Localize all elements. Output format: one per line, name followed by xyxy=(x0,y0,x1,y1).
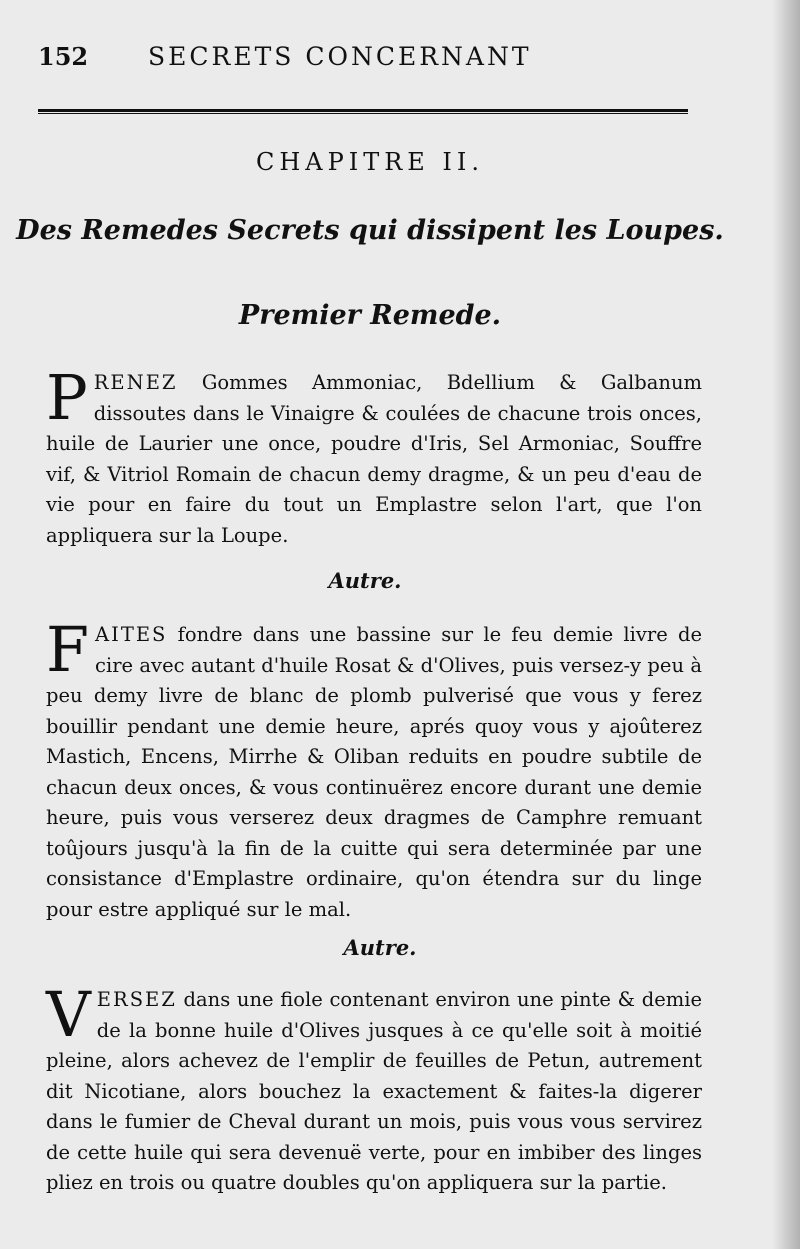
drop-cap: V xyxy=(46,978,91,1051)
paragraph-1 xyxy=(46,361,702,551)
paragraph-text: fondre dans une bassine sur le feu demie livre de cire avec autant d'huile Rosat & d'Olives, puis versez-y peu à peu demy livre de blanc de plomb pulverisé que vous y ferez bouillir pendant une demie heure, aprés quoy vous y ajoûterez Mastich, Encens, Mirrhe & Oliban reduits en poudre subtile de chacun deux onces, & vous continuërez encore durant une demie heure, puis vous verserez deux dragmes de Camphre remuant toûjours jusqu'à la fin de la cuitte qui sera determinée par une consistance d'Emplastre ordinaire, qu'on étendra sur du linge pour estre appliqué sur le mal. xyxy=(46,623,702,921)
paragraph-3 xyxy=(46,978,702,1199)
page-header xyxy=(38,38,688,78)
section-title-3: Autre. xyxy=(343,935,417,960)
chapter-subtitle: Des Remedes Secrets qui dissipent les Loupes. xyxy=(16,215,724,246)
header-rule-thin xyxy=(38,113,688,114)
chapter-title: CHAPITRE II. xyxy=(255,148,485,176)
paragraph-2 xyxy=(46,613,702,925)
lead-word: RENEZ xyxy=(93,371,178,394)
header-rule xyxy=(38,109,688,112)
lead-word: AITES xyxy=(95,623,168,646)
drop-cap: P xyxy=(46,361,88,434)
section-title-1: Premier Remede. xyxy=(238,300,502,331)
paragraph-text: dans une fiole contenant environ une pinte & demie de la bonne huile d'Olives jusques à ce qu'elle soit à moitié pleine, alors achevez de l'emplir de feuilles de Petun, autrement dit Nicotiane, alors bouchez la exactement & faites-la digerer dans le fumier de Cheval durant un mois, puis vous vous servirez de cette huile qui sera devenuë verte, pour en imbiber des linges pliez en trois ou quatre doubles qu'on appliquera sur la partie. xyxy=(46,988,702,1194)
page-gutter-shadow xyxy=(772,0,800,1249)
section-title-2: Autre. xyxy=(328,568,402,593)
lead-word: ERSEZ xyxy=(96,988,177,1011)
page-number: 152 xyxy=(38,42,89,71)
paragraph-text: Gommes Ammoniac, Bdellium & Galbanum dissoutes dans le Vinaigre & coulées de chacune trois onces, huile de Laurier une once, poudre d'Iris, Sel Armoniac, Souffre vif, & Vitriol Romain de chacun demy dragme, & un peu d'eau de vie pour en faire du tout un Emplastre selon l'art, que l'on appliquera sur la Loupe. xyxy=(46,371,702,547)
drop-cap: F xyxy=(46,613,90,686)
running-head: SECRETS CONCERNANT xyxy=(148,42,532,71)
